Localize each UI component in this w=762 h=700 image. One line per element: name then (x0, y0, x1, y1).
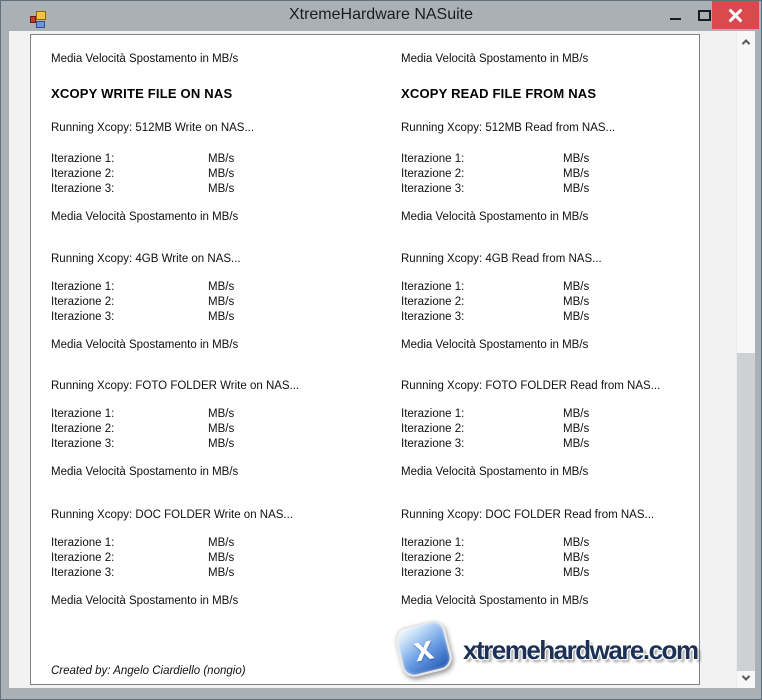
iteration-row (51, 566, 235, 580)
iteration-label: Iterazione 2: (51, 168, 115, 180)
iteration-label: Iterazione 2: (51, 423, 115, 435)
iteration-row (51, 437, 235, 451)
unit-label: MB/s (563, 296, 590, 308)
client-area (9, 31, 755, 688)
scroll-down-button[interactable] (737, 669, 755, 686)
running-status: Running Xcopy: FOTO FOLDER Write on NAS... (51, 380, 300, 392)
logo-x-letter: x (410, 628, 437, 669)
iteration-row (401, 182, 590, 196)
iteration-label: Iterazione 1: (401, 537, 465, 549)
minimize-icon (670, 18, 681, 20)
logo-x-badge-icon (393, 618, 455, 680)
iteration-label: Iterazione 1: (51, 153, 115, 165)
iteration-label: Iterazione 2: (401, 552, 465, 564)
iteration-row (401, 407, 590, 421)
iteration-row (401, 422, 590, 436)
iteration-row (51, 536, 235, 550)
unit-label: MB/s (208, 311, 235, 323)
scroll-up-button[interactable] (737, 33, 755, 50)
iteration-label: Iterazione 3: (51, 183, 115, 195)
iteration-row (401, 437, 590, 451)
media-average-label: Media Velocità Spostamento in MB/s (51, 595, 239, 607)
write-column (51, 35, 386, 684)
unit-label: MB/s (208, 281, 235, 293)
window-title: XtremeHardware NASuite (288, 6, 474, 23)
iteration-row (401, 167, 590, 181)
unit-label: MB/s (563, 408, 590, 420)
iteration-label: Iterazione 2: (401, 168, 465, 180)
iteration-label: Iterazione 1: (51, 537, 115, 549)
close-icon (728, 8, 743, 23)
media-average-label: Media Velocità Spostamento in MB/s (401, 595, 589, 607)
vertical-scrollbar[interactable] (736, 31, 755, 688)
running-status: Running Xcopy: DOC FOLDER Write on NAS... (51, 509, 294, 521)
iteration-row (51, 422, 235, 436)
iteration-label: Iterazione 3: (51, 311, 115, 323)
iteration-row (51, 152, 235, 166)
unit-label: MB/s (208, 183, 235, 195)
unit-label: MB/s (208, 408, 235, 420)
iteration-label: Iterazione 3: (401, 438, 465, 450)
maximize-icon (698, 10, 711, 21)
unit-label: MB/s (563, 311, 590, 323)
media-average-label: Media Velocità Spostamento in MB/s (401, 53, 589, 65)
iteration-label: Iterazione 3: (401, 311, 465, 323)
iteration-label: Iterazione 1: (51, 281, 115, 293)
media-average-label: Media Velocità Spostamento in MB/s (51, 53, 239, 65)
iteration-label: Iterazione 2: (51, 296, 115, 308)
iteration-label: Iterazione 2: (401, 423, 465, 435)
unit-label: MB/s (208, 567, 235, 579)
running-status: Running Xcopy: DOC FOLDER Read from NAS... (401, 509, 655, 521)
running-status: Running Xcopy: 4GB Read from NAS... (401, 253, 602, 265)
iteration-row (51, 182, 235, 196)
unit-label: MB/s (208, 438, 235, 450)
iteration-row (51, 167, 235, 181)
unit-label: MB/s (208, 552, 235, 564)
iteration-row (401, 566, 590, 580)
unit-label: MB/s (563, 153, 590, 165)
running-status: Running Xcopy: FOTO FOLDER Read from NAS... (401, 380, 661, 392)
unit-label: MB/s (563, 537, 590, 549)
iteration-row (51, 310, 235, 324)
iteration-label: Iterazione 1: (401, 281, 465, 293)
iteration-row (401, 280, 590, 294)
results-panel (30, 34, 700, 685)
iteration-row (51, 280, 235, 294)
media-average-label: Media Velocità Spostamento in MB/s (51, 211, 239, 223)
iteration-label: Iterazione 1: (401, 408, 465, 420)
iteration-row (401, 152, 590, 166)
media-average-label: Media Velocità Spostamento in MB/s (401, 339, 589, 351)
media-average-label: Media Velocità Spostamento in MB/s (51, 466, 239, 478)
iteration-row (401, 536, 590, 550)
iteration-label: Iterazione 2: (401, 296, 465, 308)
unit-label: MB/s (563, 281, 590, 293)
unit-label: MB/s (208, 537, 235, 549)
unit-label: MB/s (563, 567, 590, 579)
unit-label: MB/s (563, 183, 590, 195)
running-status: Running Xcopy: 512MB Write on NAS... (51, 122, 255, 134)
iteration-row (51, 407, 235, 421)
unit-label: MB/s (208, 153, 235, 165)
read-section-header: XCOPY READ FILE FROM NAS (401, 86, 597, 101)
media-average-label: Media Velocità Spostamento in MB/s (51, 339, 239, 351)
write-section-header: XCOPY WRITE FILE ON NAS (51, 86, 233, 101)
unit-label: MB/s (563, 168, 590, 180)
iteration-label: Iterazione 3: (51, 438, 115, 450)
unit-label: MB/s (208, 423, 235, 435)
iteration-row (401, 551, 590, 565)
unit-label: MB/s (208, 296, 235, 308)
iteration-label: Iterazione 2: (51, 552, 115, 564)
close-button[interactable] (712, 1, 759, 29)
unit-label: MB/s (208, 168, 235, 180)
running-status: Running Xcopy: 512MB Read from NAS... (401, 122, 616, 134)
minimize-button[interactable] (661, 1, 689, 29)
running-status: Running Xcopy: 4GB Write on NAS... (51, 253, 241, 265)
iteration-label: Iterazione 3: (401, 567, 465, 579)
media-average-label: Media Velocità Spostamento in MB/s (401, 466, 589, 478)
iteration-label: Iterazione 3: (51, 567, 115, 579)
title-bar[interactable] (1, 1, 761, 31)
chevron-down-icon (742, 672, 750, 680)
scrollbar-thumb[interactable] (737, 353, 755, 671)
credit-text: Created by: Angelo Ciardiello (nongio) (51, 665, 246, 677)
iteration-row (401, 295, 590, 309)
iteration-label: Iterazione 1: (51, 408, 115, 420)
iteration-label: Iterazione 3: (401, 183, 465, 195)
unit-label: MB/s (563, 423, 590, 435)
iteration-label: Iterazione 1: (401, 153, 465, 165)
iteration-row (51, 295, 235, 309)
media-average-label: Media Velocità Spostamento in MB/s (401, 211, 589, 223)
xtremehardware-logo (393, 618, 698, 682)
iteration-row (401, 310, 590, 324)
chevron-up-icon (742, 39, 750, 47)
logo-text: xtremehardware.com (463, 635, 698, 665)
unit-label: MB/s (563, 438, 590, 450)
read-column (401, 35, 736, 684)
iteration-row (51, 551, 235, 565)
unit-label: MB/s (563, 552, 590, 564)
